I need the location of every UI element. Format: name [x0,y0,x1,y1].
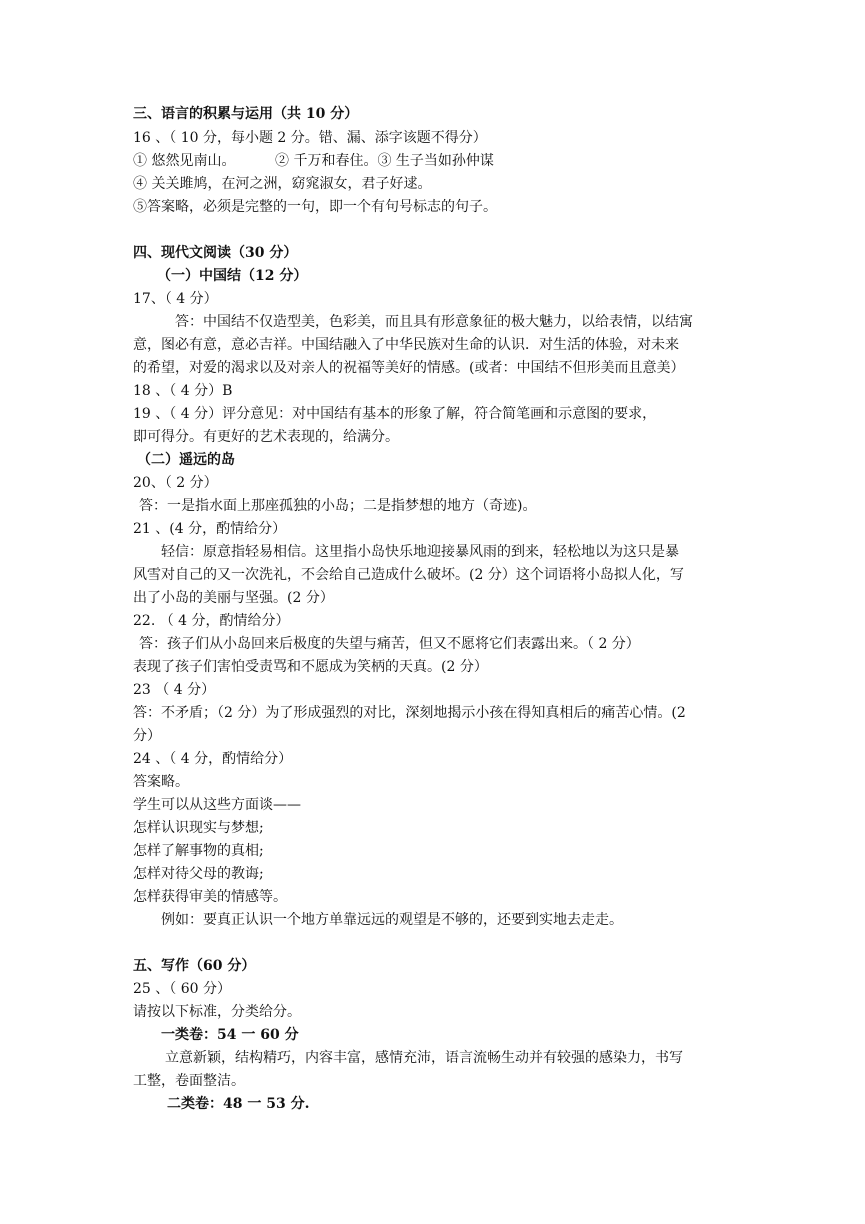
class-1-desc-line-1: 立意新颖，结构精巧，内容丰富，感情充沛，语言流畅生动并有较强的感染力，书写 [165,1050,683,1066]
answer-21-line-2: 风雪对自己的又一次洗礼，不会给自己造成什么破坏。(2 分）这个词语将小岛拟人化，写 [133,567,684,583]
subsection-1-title: （一）中国结（12 分） [157,268,308,284]
answer-24-line-4: 怎样了解事物的真相; [133,843,264,859]
answer-16-3: ④ 关关雎鸠，在河之洲，窈窕淑女，君子好逑。 [133,176,432,192]
question-17: 17、（ 4 分） [133,291,218,307]
answer-16-4: ⑤答案略，必须是完整的一句，即一个有句号标志的句子。 [133,199,497,215]
answer-22-line-2: 表现了孩子们害怕受责骂和不愿成为笑柄的天真。(2 分） [133,659,488,675]
answer-16-2: ② 千万和春住。③ 生子当如孙仲谋 [275,153,494,169]
answer-24-line-2: 学生可以从这些方面谈—— [133,797,301,813]
question-18: 18 、（ 4 分）B [133,383,233,399]
answer-24-line-7: 例如：要真正认识一个地方单靠远远的观望是不够的，还要到实地去走走。 [161,912,623,928]
answer-24-line-6: 怎样获得审美的情感等。 [133,889,287,905]
answer-20: 答：一是指水面上那座孤独的小岛；二是指梦想的地方（奇迹)。 [139,498,537,514]
question-16: 16 、（ 10 分，每小题 2 分。错、漏、添字该题不得分） [133,130,487,146]
question-22: 22. （ 4 分，酌情给分） [133,613,290,629]
answer-17-line-1: 答：中国结不仅造型美，色彩美，而且具有形意象征的极大魅力，以给表情，以结寓 [175,314,693,330]
question-21: 21 、(4 分，酌情给分） [133,521,287,537]
answer-17-line-3: 的希望，对爱的渴求以及对亲人的祝福等美好的情感。(或者：中国结不但形美而且意美） [133,360,685,376]
subsection-2-title: （二）遥远的岛 [137,452,235,468]
question-24: 24 、（ 4 分，酌情给分） [133,751,293,767]
question-25: 25 、（ 60 分） [133,981,231,997]
answer-24-line-3: 怎样认识现实与梦想; [133,820,264,836]
question-19-line-1: 19 、（ 4 分）评分意见：对中国结有基本的形象了解，符合简笔画和示意图的要求， [133,406,657,422]
section-3-heading: 三、语言的积累与运用（共 10 分） [133,106,359,122]
class-1-title: 一类卷：54 一 60 分 [161,1027,299,1043]
answer-16-1: ① 悠然见南山。 [133,153,236,169]
answer-23-line-2: 分） [133,728,161,744]
answer-17-line-2: 意，图必有意，意必吉祥。中国结融入了中华民族对生命的认识．对生活的体验，对未来 [133,337,679,353]
answer-23-line-1: 答：不矛盾；（2 分）为了形成强烈的对比，深刻地揭示小孩在得知真相后的痛苦心情。(2 [133,705,686,721]
question-19-line-2: 即可得分。有更好的艺术表现的，给满分。 [133,429,399,445]
section-5-heading: 五、写作（60 分） [133,958,256,974]
question-20: 20、（ 2 分） [133,475,218,491]
section-4-heading: 四、现代文阅读（30 分） [133,245,298,261]
question-25-intro: 请按以下标准，分类给分。 [133,1004,301,1020]
answer-24-line-5: 怎样对待父母的教诲; [133,866,264,882]
class-1-desc-line-2: 工整，卷面整洁。 [133,1073,245,1089]
class-2-title: 二类卷：48 一 53 分. [167,1096,310,1112]
answer-21-line-1: 轻信：原意指轻易相信。这里指小岛快乐地迎接暴风雨的到来，轻松地以为这只是暴 [161,544,679,560]
answer-22-line-1: 答：孩子们从小岛回来后极度的失望与痛苦，但又不愿将它们表露出来。（ 2 分） [139,636,640,652]
question-23: 23 （ 4 分） [133,682,216,698]
answer-21-line-3: 出了小岛的美丽与坚强。(2 分） [133,590,334,606]
answer-24-line-1: 答案略。 [133,774,189,790]
